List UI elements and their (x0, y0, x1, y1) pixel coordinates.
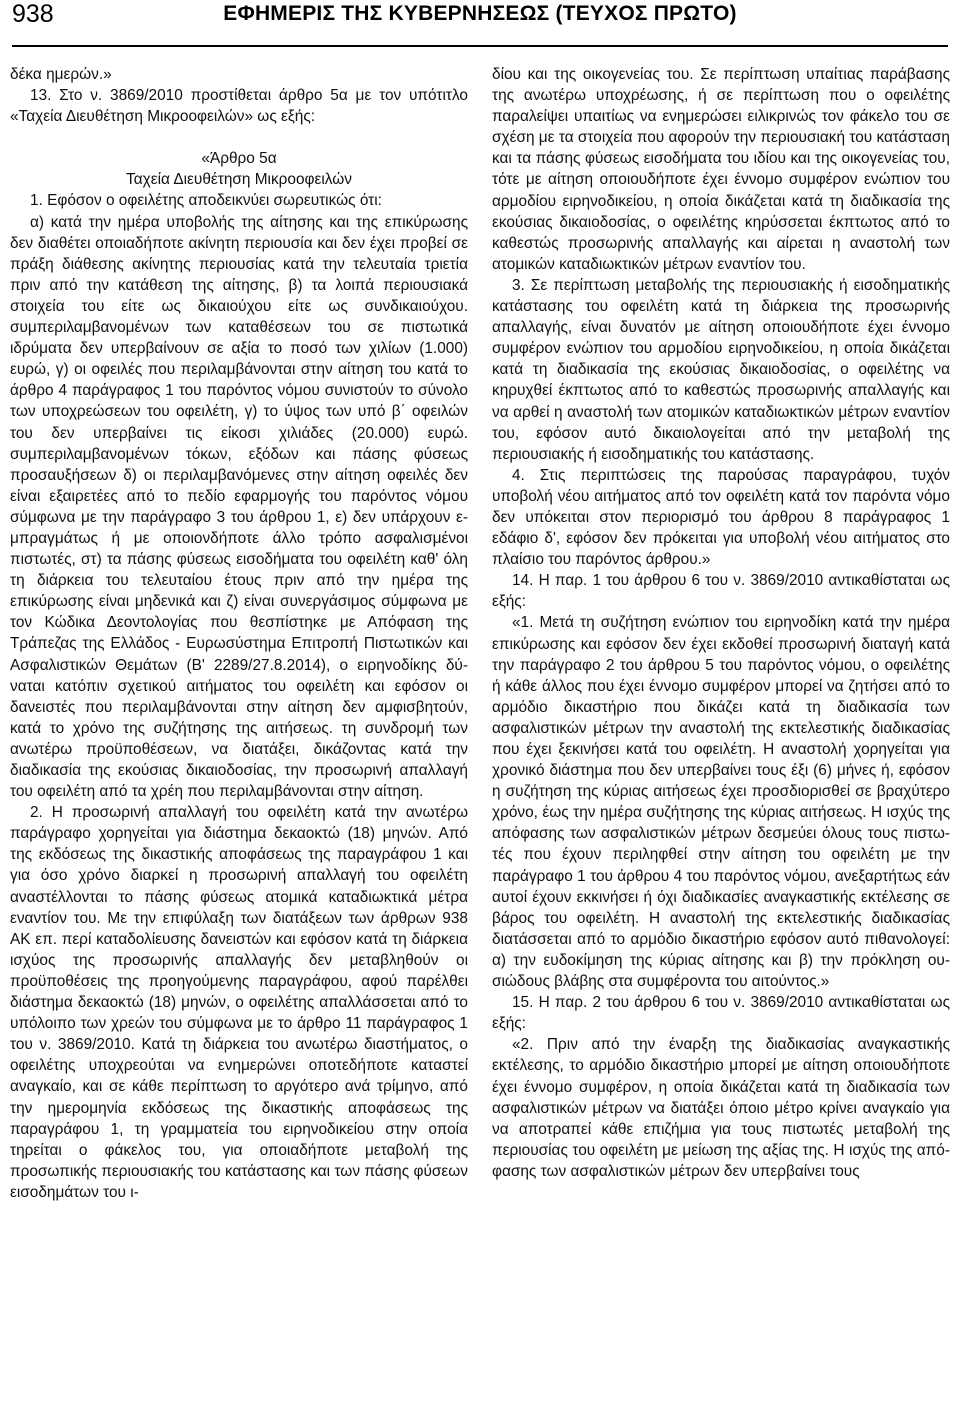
paragraph-14: 14. Η παρ. 1 του άρθρου 6 του ν. 3869/2010 αντικαθίσταται ως εξής: (492, 572, 950, 611)
left-column (10, 64, 468, 1203)
paragraph-1-body: α) κατά την ημέρα υποβολής της αίτησης και της επικύρωσης δεν διαθέτει οποιαδήποτε ακίνητη περιουσία και δεν έχει προβεί σε πράξη διάθεσης ακίνητης περιουσίας κατά την τελευταία τριετία πριν από την κατάθεση της αίτησης, β) τα λοιπά περιουσιακά στοιχεία του είτε ως δικαιούχου είτε ως συνδικαιούχου. συμπεριλαμβανομένων των καταθέσεων του σε πιστωτικά ιδρύματα δεν υπερβαίνουν σε αξία το ποσό των χιλίων (1.000) ευρώ, γ) οι οφειλές που περιλαμβάνονται στην αίτηση του κατά το άρθρο 4 παράγραφος 1 του παρόντος νόμου συνιστούν το σύνολο των υποχρεώσεων του οφειλέτη, γ) το ύψος των υπό β΄ οφειλών του δεν υπερβαίνει τις είκοσι χιλιάδες (20.000) ευρώ. συμπεριλαμβανομένων τόκων, εξόδων και πάσης φύσεως προσαυξήσεων δ) οι περιλαμβανόμενες στην αίτηση οφειλές δεν είναι εξαιρετέες από το πεδίο εφαρμογής του παρόντος νόμου σύμφωνα με την παράγραφο 3 του άρθρου 1, ε) δεν υπάρχουν εμπραγμάτως ή με οποιονδήποτε άλλο τρόπο ασφαλισμένοι πιστωτές, στ) τα πάσης φύσεως εισοδήματα του οφειλέτη καθ' όλη τη διάρκεια του τελευταίου έτους πριν από την ημέρα της επικύρωσης είναι μηδενικά και ζ) είναι συνεργάσιμος σύμφωνα με τον Κώδικα Δεοντολογίας που θεσπίστηκε με Απόφαση της Τράπεζας της Ελλάδος - Ευρωσύστημα Επιτροπή Πιστωτικών και Ασφαλιστικών Θεμάτων (Β' 2289/27.8.2014), ο ειρηνοδίκης δύναται κατόπιν σχετικού αιτήματος του οφειλέτη και εφόσον οι δανειστές που περιλαμβάνονται στην αίτηση δεν αμφισβητούν, κατά το χρόνο της συζήτησης της αιτήσεως. τη συνδρομή των ανωτέρω προϋποθέσεων, να διατάξει, δικάζοντας κατά την διαδικασία της εκούσιας δικαιοδοσίας, την προσωρινή απαλλαγή του οφειλέτη από τα χρέη που περιλαμβάνονται στην αίτηση. (10, 213, 468, 801)
paragraph-15: 15. Η παρ. 2 του άρθρου 6 του ν. 3869/2010 αντικαθίσταται ως εξής: (492, 994, 950, 1033)
paragraph-2-continued: δίου και της οικογενείας του. Σε περίπτωση υπαίτιας παράβασης της ανωτέρω υποχρέωσης, ή σε περίπτωση που ο οφειλέτης παραλείψει υπαιτίως να ενημερώσει ειλικρινώς τον φάκελο του σε σχέση με τα στοιχεία που αφορούν την περιουσιακή του κατάσταση και τα πάσης φύσεως εισοδήματα του ιδίου και της οικογενείας του, τότε με αίτηση οποιουδήποτε έχει έννομο συμφέρον ενώπιον του αρμοδίου ειρηνοδικείου, η οποία δικάζεται κατά τη διαδικασία της εκούσιας δικαιοδοσίας, ο οφειλέτης κηρύσσεται έκπτωτος από το καθεστώς προσωρινής απαλλαγής και αίρεται η αναστολή των ατομικών καταδιωκτικών μέτρων εναντίον του. (492, 66, 950, 273)
paragraph-2: 2. Η προσωρινή απαλλαγή του οφειλέτη κατά την ανωτέρω παράγραφο χορηγείται για διάστημα δεκαοκτώ (18) μηνών. Από της εκδόσεως της δικαστικής αποφάσεως της παραγράφου 1 και για όσο χρόνο διαρκεί η προσωρινή απαλλαγή του οφειλέτη αναστέλλονται το πάσης φύσεως ατομικά καταδιωκτικά μέτρα εναντίον του. Με την επιφύλαξη των διατάξεων των άρθρων 938 ΑΚ επ. περί καταδολίευσης δανειστών και εφόσον κατά τη διάρκεια ισχύος της προσωρινής απαλλαγής δεν μεταβληθούν οι προϋποθέσεις της προηγούμενης παραγράφου, αφού παρέλθει διάστημα δεκαοκτώ (18) μηνών, ο οφειλέτης απαλλάσσεται από το υπόλοιπο των χρεών του σύμφωνα με το άρθρο 11 παράγραφος 1 του ν. 3869/2010. Κατά τη διάρκεια του ανωτέρω διαστήματος, ο οφειλέτης υποχρεούται να ενημερώνει οποτεδήποτε καταστεί αναγκαίο, και σε κάθε περίπτωση το αργότερο ανά τρίμηνο, από την ημερομηνία εκδόσεως της δικαστικής αποφάσεως της παραγράφου 1, τη γραμματεία του ειρηνοδικείου στην οποία τηρείται ο φάκελος του, για οποιαδήποτε μεταβολή της προσωπικής περιουσιακής του κατάστασης και των πάσης φύσεων εισοδημάτων του ι- (10, 804, 468, 1201)
paragraph-15-quote: «2. Πριν από την έναρξη της διαδικασίας αναγκαστικής εκτέλεσης, το αρμόδιο δικαστήριο μπορεί με αίτηση οποιουδήποτε έχει έννομο συμφέρον, η οποία δικάζεται κατά τη διαδικασία των ασφαλιστικών μέτρων να διατάξει όποιο μέτρο κρίνει αναγκαίο για να αποτραπεί κάθε επιζήμια για τους πιστωτές μεταβολή της περιουσίας του οφειλέτη με μείωση της αξίας της. Η ισχύς της απόφασης των ασφαλιστικών μέτρων δεν υπερβαίνει τους (492, 1036, 950, 1180)
header-rule (12, 45, 948, 47)
article-subheading: Ταχεία Διευθέτηση Μικροοφειλών (126, 171, 352, 189)
gazette-title: ΕΦΗΜΕΡΙΣ ΤΗΣ ΚΥΒΕΡΝΗΣΕΩΣ (ΤΕΥΧΟΣ ΠΡΩΤΟ) (223, 2, 737, 25)
article-heading: «Άρθρο 5α (201, 150, 277, 168)
spacer (10, 127, 468, 148)
paragraph-1-first: 1. Εφόσον ο οφειλέτης αποδεικνύει σωρευτικώς ότι: (30, 192, 382, 210)
paragraph-13: 13. Στο ν. 3869/2010 προστίθεται άρθρο 5α με τον υπότιτλο «Ταχεία Διευθέτηση Μικροοφειλών» ως εξής: (10, 87, 468, 126)
paragraph-3: 3. Σε περίπτωση μεταβολής της περιουσιακής ή εισοδηματικής κατάστασης του οφειλέτη κατά τη διάρκεια της προσωρινής απαλλαγής, είναι δυνατόν με αίτηση οποιουδήποτε έχει έννομο συμφέρον ενώπιον του αρμοδίου ειρηνοδικείου, η οποία δικάζεται κατά τη διαδικασία της εκούσιας δικαιοδοσίας, ο οφειλέτης να κηρυχθεί έκπτωτος από το καθεστώς προσωρινής απαλλαγής και να αρθεί η αναστολή των ατομικών καταδιωκτικών μέτρων εναντίον του, εφόσον αυτό δικαιολογείται από την μεταβολή της περιουσιακής ή εισοδηματικής του κατάστασης. (492, 276, 950, 463)
paragraph-4: 4. Στις περιπτώσεις της παρούσας παραγράφου, τυχόν υποβολή νέου αιτήματος από τον οφειλέτη κατά τον παρόντα νόμο δεν υπόκειται στον περιορισμό του άρθρου 8 παράγραφος 1 εδάφιο δ', εφόσον δεν πρόκειται για υποβολή νέου αιτήματος στο πλαίσιο του παρόντος άρθρου.» (492, 466, 950, 569)
paragraph-14-quote: «1. Μετά τη συζήτηση ενώπιον του ειρηνοδίκη κατά την ημέρα επικύρωσης και εφόσον δεν έχει εκδοθεί προσωρινή διαταγή κατά την παράγραφο 2 του άρθρου 5 του παρόντος νόμου, ο οφειλέτης ή κάθε άλλος που έχει έννομο συμφέρον μπορεί να ζητήσει από το αρμόδιο δικαστήριο που δικάζει κατά τη διαδικασία των ασφαλιστικών μέτρων την αναστολή της εκτελεστικής διαδικασίας που έχει ξεκινήσει κατά του οφειλέτη. Η αναστολή χορηγείται για χρονικό διάστημα που δεν υπερβαίνει τους έξι (6) μήνες ή, εφόσον η συζήτηση της κύριας αιτήσεως έχει προσδιορισθεί σε βραχύτερο χρόνο, έως την ημέρα συζήτησης της κύριας αιτήσεως. Η ισχύς της απόφασης των ασφαλιστικών μέτρων δεσμεύει όλους τους πιστωτές που έχουν περιληφθεί στην αίτηση του οφειλέτη με την παράγραφο 1 του άρθρου 4 του παρόντος νόμου, ανεξαρτήτως εάν αυτοί έχουν εκκινήσει ή όχι διαδικασίες αναγκαστικής εκτέλεσης σε βάρος του οφειλέτη. Η αναστολή της εκτελεστικής διαδικασίας διατάσσεται από το αρμόδιο δικαστήριο εφόσον αυτό πιθανολογεί: α) την ευδοκίμηση της κύριας αίτησης και β) την πρόκληση ουσιώδους βλάβης στα συμφέροντα του αιτούντος.» (492, 614, 950, 991)
page-number: 938 (12, 0, 54, 28)
right-column (492, 64, 950, 1182)
page-header (12, 0, 948, 44)
paragraph-intro-end: δέκα ημερών.» (10, 66, 112, 83)
